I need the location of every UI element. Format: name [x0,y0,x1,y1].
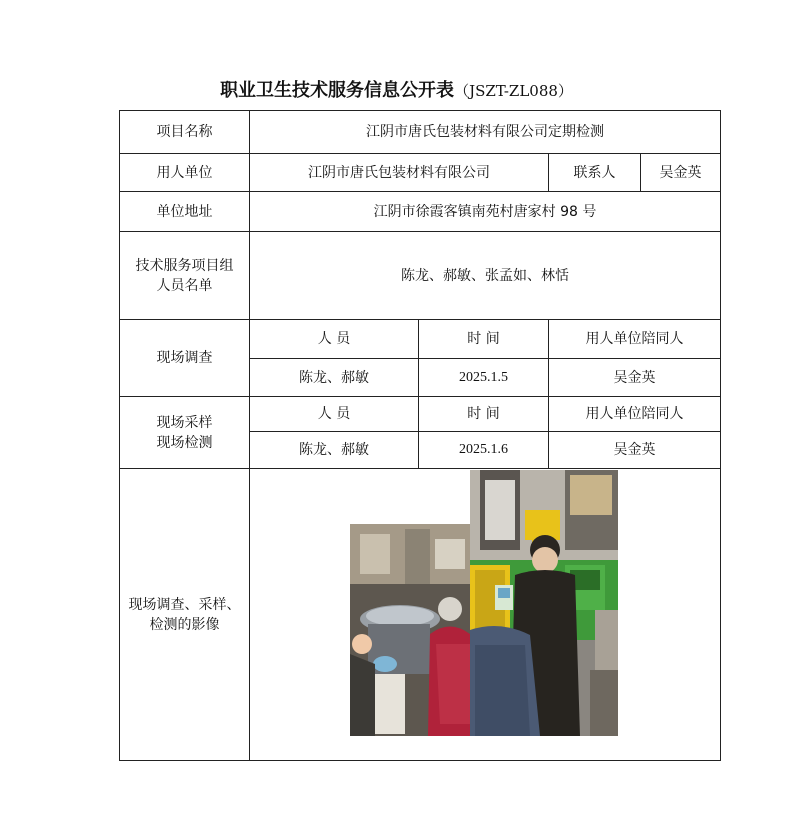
sampling-label-line1: 现场采样 [156,414,213,431]
team-value: 陈龙、郝敏、张孟如、林恬 [250,232,721,320]
sampling-header-people: 人 员 [250,397,419,432]
images-cell [250,469,721,761]
sampling-people: 陈龙、郝敏 [250,432,419,469]
title-code: （JSZT-ZL088） [454,82,573,100]
team-label [120,232,250,320]
row-survey-header [120,320,721,359]
team-label-line2: 人员名单 [156,277,213,294]
row-sampling-header [120,397,721,432]
info-table [119,110,721,761]
sampling-label-line2: 现场检测 [156,434,213,451]
survey-time: 2025.1.5 [419,359,549,397]
sampling-escort: 吴金英 [549,432,721,469]
survey-header-escort: 用人单位陪同人 [549,320,721,359]
images-label-line1: 现场调查、采样、 [128,596,241,613]
row-employer [120,154,721,192]
images-label-line2: 检测的影像 [149,616,220,633]
photo-area [250,470,793,760]
contact-label: 联系人 [549,154,641,192]
sampling-time: 2025.1.6 [419,432,549,469]
project-name-value: 江阴市唐氏包装材料有限公司定期检测 [250,111,721,154]
survey-label: 现场调查 [120,320,250,397]
sampling-header-escort: 用人单位陪同人 [549,397,721,432]
survey-people: 陈龙、郝敏 [250,359,419,397]
survey-escort: 吴金英 [549,359,721,397]
page-title [0,76,793,102]
images-label [120,469,250,761]
contact-value: 吴金英 [641,154,721,192]
survey-header-time: 时 间 [419,320,549,359]
survey-header-people: 人 员 [250,320,419,359]
sampling-header-time: 时 间 [419,397,549,432]
sampling-photo [470,470,618,736]
address-label: 单位地址 [120,192,250,232]
row-address [120,192,721,232]
sampling-label [120,397,250,469]
survey-photo [350,524,470,736]
address-value: 江阴市徐霞客镇南苑村唐家村 98 号 [250,192,721,232]
row-team [120,232,721,320]
row-project-name [120,111,721,154]
title-main: 职业卫生技术服务信息公开表 [220,80,455,101]
team-label-line1: 技术服务项目组 [135,257,234,274]
employer-value: 江阴市唐氏包装材料有限公司 [250,154,549,192]
row-images [120,469,721,761]
employer-label: 用人单位 [120,154,250,192]
project-name-label: 项目名称 [120,111,250,154]
